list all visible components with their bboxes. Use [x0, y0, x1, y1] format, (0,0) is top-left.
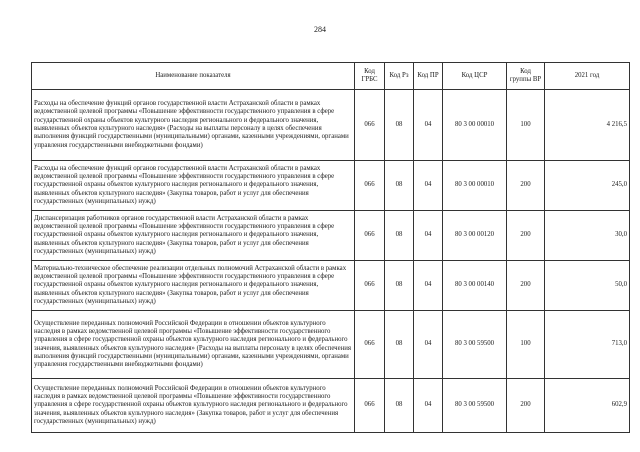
row-vr: 100: [507, 90, 545, 161]
row-grbs: 066: [355, 261, 385, 311]
table-row: [32, 311, 630, 379]
row-rz: 08: [385, 211, 414, 261]
row-pr: 04: [414, 261, 443, 311]
table-row: [32, 261, 630, 311]
header-rz: Код Рз: [385, 63, 414, 90]
row-name: Осуществление переданных полномочий Российской Федерации в отношении объектов культурного наследия в рамках ведомственной целевой программы «Повышение эффективности государственного управления в сфере государственной охраны объектов культурного наследия регионального и федерального значения, выявленных объектов культурного наследия» (Закупка товаров, работ и услуг для обеспечения государственных (муниципальных) нужд): [32, 379, 355, 433]
row-csr: 80 3 00 00140: [443, 261, 507, 311]
row-value: 245,0: [545, 161, 630, 211]
row-vr: 200: [507, 211, 545, 261]
table-row: [32, 211, 630, 261]
table-header-row: [32, 63, 630, 90]
row-pr: 04: [414, 211, 443, 261]
row-pr: 04: [414, 311, 443, 379]
row-rz: 08: [385, 261, 414, 311]
row-rz: 08: [385, 311, 414, 379]
header-pr: Код ПР: [414, 63, 443, 90]
row-csr: 80 3 00 00120: [443, 211, 507, 261]
row-vr: 200: [507, 379, 545, 433]
row-rz: 08: [385, 379, 414, 433]
row-value: 4 216,5: [545, 90, 630, 161]
table-row: [32, 90, 630, 161]
row-csr: 80 3 00 59500: [443, 311, 507, 379]
row-grbs: 066: [355, 379, 385, 433]
row-grbs: 066: [355, 161, 385, 211]
row-vr: 200: [507, 161, 545, 211]
row-name: Материально-техническое обеспечение реализации отдельных полномочий Астраханской области в рамках ведомственной целевой программы «Повышение эффективности государственного управления в сфере государственной охраны объектов культурного наследия регионального и федерального значения, выявленных объектов культурного наследия» (Закупка товаров, работ и услуг для обеспечения государственных (муниципальных) нужд): [32, 261, 355, 311]
row-csr: 80 3 00 00010: [443, 90, 507, 161]
row-pr: 04: [414, 161, 443, 211]
page-number: 284: [314, 25, 326, 34]
row-vr: 200: [507, 261, 545, 311]
row-name: Осуществление переданных полномочий Российской Федерации в отношении объектов культурного наследия в рамках ведомственной целевой программы «Повышение эффективности государственного управления в сфере государственной охраны объектов культурного наследия регионального и федерального значения, выявленных объектов культурного наследия» (Расходы на выплаты персоналу в целях обеспечения выполнения функций государственными (муниципальными) органами, казенными учреждениями, органами управления государственными внебюджетными фондами): [32, 311, 355, 379]
header-csr: Код ЦСР: [443, 63, 507, 90]
row-value: 602,9: [545, 379, 630, 433]
budget-table: [31, 62, 630, 433]
row-value: 713,0: [545, 311, 630, 379]
row-rz: 08: [385, 90, 414, 161]
row-grbs: 066: [355, 90, 385, 161]
row-pr: 04: [414, 379, 443, 433]
header-vr: Код группы ВР: [507, 63, 545, 90]
row-value: 30,0: [545, 211, 630, 261]
row-name: Расходы на обеспечение функций органов государственной власти Астраханской области в рамках ведомственной целевой программы «Повышение эффективности государственного управления в сфере государственной охраны объектов культурного наследия регионального и федерального значения, выявленных объектов культурного наследия» (Расходы на выплаты персоналу в целях обеспечения выполнения функций государственными (муниципальными) органами, казенными учреждениями, органами управления государственными внебюджетными фондами): [32, 90, 355, 161]
table-row: [32, 379, 630, 433]
row-value: 50,0: [545, 261, 630, 311]
table-row: [32, 161, 630, 211]
row-grbs: 066: [355, 211, 385, 261]
row-pr: 04: [414, 90, 443, 161]
header-grbs: Код ГРБС: [355, 63, 385, 90]
row-csr: 80 3 00 59500: [443, 379, 507, 433]
header-year: 2021 год: [545, 63, 630, 90]
row-vr: 100: [507, 311, 545, 379]
row-grbs: 066: [355, 311, 385, 379]
row-name: Расходы на обеспечение функций органов государственной власти Астраханской области в рамках ведомственной целевой программы «Повышение эффективности государственного управления в сфере государственной охраны объектов культурного наследия регионального и федерального значения, выявленных объектов культурного наследия» (Закупка товаров, работ и услуг для обеспечения государственных (муниципальных) нужд): [32, 161, 355, 211]
row-csr: 80 3 00 00010: [443, 161, 507, 211]
header-name: Наименование показателя: [32, 63, 355, 90]
row-rz: 08: [385, 161, 414, 211]
row-name: Диспансеризация работников органов государственной власти Астраханской области в рамках ведомственной целевой программы «Повышение эффективности государственного управления в сфере государственной охраны объектов культурного наследия регионального и федерального значения, выявленных объектов культурного наследия» (Закупка товаров, работ и услуг для обеспечения государственных (муниципальных) нужд): [32, 211, 355, 261]
